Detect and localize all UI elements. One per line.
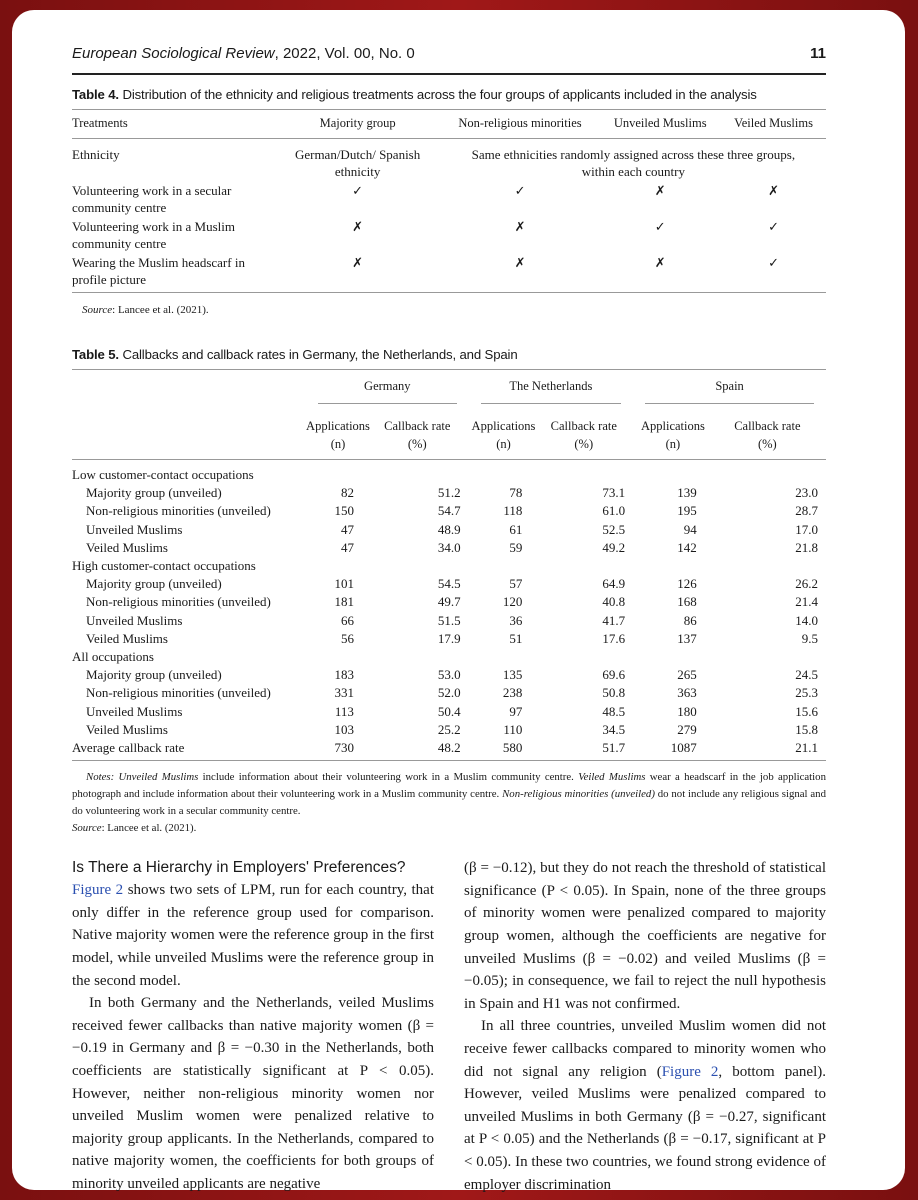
body-paragraph <box>464 1015 826 1196</box>
cell: 17.0 <box>795 521 818 537</box>
country-header-row <box>72 370 826 414</box>
table-row <box>72 253 826 293</box>
cell: 86 <box>683 612 697 628</box>
notes-text: Non-religious minorities (unveiled) <box>502 788 655 801</box>
section-title: High customer-contact occupations <box>72 558 256 574</box>
cross-icon: ✗ <box>654 183 666 198</box>
row-label: Non-religious minorities (unveiled) <box>86 594 271 610</box>
row-label: Unveiled Muslims <box>86 612 183 628</box>
notes-text: Unveiled Muslims <box>118 771 199 784</box>
cell: 142 <box>677 539 697 555</box>
table-row <box>72 521 826 539</box>
cell: 331 <box>334 685 354 701</box>
cell: 103 <box>334 721 354 737</box>
body-paragraph <box>72 992 434 1195</box>
table4-caption: Table 4. Distribution of the ethnicity and religious treatments across the four groups of applicants included in the analysis <box>72 87 757 102</box>
journal-name: European Sociological Review <box>72 45 275 62</box>
cell: 61.0 <box>602 503 626 519</box>
cell: 97 <box>509 703 523 719</box>
cell: 53.0 <box>437 667 461 683</box>
table-row <box>72 484 826 502</box>
column-header: Non-religious minorities <box>441 110 600 139</box>
cell: 40.8 <box>602 594 626 610</box>
column-header: Majority group <box>275 110 441 139</box>
table-row <box>72 703 826 721</box>
cell: 48.9 <box>437 521 461 537</box>
notes-text: wear a headscarf in the job application photograph and include information about their volunteering work in a Muslim community centre. <box>72 771 826 801</box>
cell: 34.0 <box>437 539 461 555</box>
cell: 21.8 <box>795 539 818 555</box>
cell: 101 <box>334 576 354 592</box>
subheader-row <box>72 413 826 460</box>
figure-link[interactable]: Figure 2 <box>72 882 124 899</box>
check-icon: ✓ <box>768 219 779 234</box>
cell: 69.6 <box>602 667 626 683</box>
body-text: , bottom panel). However, veiled Muslims were penalized compared to unveiled Muslims in both Germany (β = −0.27, significant at P < 0.05) and the Netherlands (β = −0.17, significant at P < 0.05). In these two countries, we found strong evidence of employer discrimination <box>464 1063 826 1193</box>
cross-icon: ✗ <box>654 255 666 270</box>
row-label: Non-religious minorities (unveiled) <box>86 503 271 519</box>
table-row <box>72 630 826 648</box>
cell: 23.0 <box>795 485 818 501</box>
cell: 61 <box>509 521 523 537</box>
cell: 9.5 <box>801 630 818 646</box>
table-row <box>72 739 826 761</box>
cell: 25.3 <box>795 685 818 701</box>
table5-notes: Notes: Unveiled Muslims include information about their volunteering work in a Muslim community centre. Veiled Muslims wear a headscarf in the job application photograph and include information about their volunteering work in a Muslim community centre. Non-religious minorities (unveiled) do not include any religious signal and do volunteering work in a secular community centre. Source: Lancee et al. (2021). <box>72 771 826 835</box>
cell: 64.9 <box>602 576 626 592</box>
cell: German/Dutch/ Spanish ethnicity <box>294 147 421 179</box>
cross-icon: ✗ <box>514 219 526 234</box>
row-label: Majority group (unveiled) <box>86 576 222 592</box>
cell: 57 <box>509 576 523 592</box>
row-label: Majority group (unveiled) <box>86 485 222 501</box>
cell: 34.5 <box>602 721 626 737</box>
cross-icon: ✗ <box>352 255 364 270</box>
column-header: Applications (n) <box>633 413 713 460</box>
page-content <box>72 44 826 1196</box>
cell: 41.7 <box>602 612 626 628</box>
cell: 66 <box>340 612 354 628</box>
cell: 279 <box>677 721 697 737</box>
country-header: Spain <box>633 370 826 414</box>
table-row <box>72 217 826 253</box>
body-paragraph <box>464 857 826 1015</box>
cell: 17.9 <box>437 630 461 646</box>
section-row <box>72 557 826 575</box>
row-label: Unveiled Muslims <box>86 521 183 537</box>
column-header: Applications (n) <box>469 413 539 460</box>
page-number: 11 <box>810 45 826 62</box>
cell: 126 <box>677 576 697 592</box>
body-text: (β = −0.12), but they do not reach the threshold of statistical significance (P < 0.05). In Spain, none of the three groups of minority women were penalized compared to majority group women, although the coefficients are negative for unveiled Muslims (β = −0.02) and veiled Muslims (β = −0.05); in consequence, we fail to reject the null hypothesis in Spain and H1 was not confirmed. <box>464 860 826 1012</box>
check-icon: ✓ <box>352 183 364 198</box>
cell: 47 <box>340 539 354 555</box>
column-header: Callback rate (%) <box>370 413 469 460</box>
table4-source: Source: Lancee et al. (2021). <box>82 304 209 316</box>
table-row <box>72 139 826 182</box>
cell: 94 <box>683 521 697 537</box>
check-icon: ✓ <box>654 219 666 234</box>
journal-volume: , 2022, Vol. 00, No. 0 <box>274 45 415 62</box>
cell: 15.6 <box>795 703 818 719</box>
figure-link[interactable]: Figure 2 <box>661 1063 719 1080</box>
column-header: Callback rate (%) <box>538 413 633 460</box>
cell: 139 <box>677 485 697 501</box>
cell: 24.5 <box>795 667 818 683</box>
row-label: Average callback rate <box>72 740 185 756</box>
running-header <box>72 44 826 64</box>
cell: 181 <box>334 594 354 610</box>
cell: Same ethnicities randomly assigned across these three groups, within each country <box>471 147 796 179</box>
body-text: In both Germany and the Netherlands, veiled Muslims received fewer callbacks than native majority women (β = −0.19 in Germany and β = −0.30 in the Netherlands, both coefficients are statistically significant at P < 0.05). However, neither non-religious minority women nor unveiled Muslim women were penalized relative to majority group applicants. In the Netherlands, compared to native majority women, the coefficients for both groups of minority unveiled applicants are negative <box>72 995 434 1192</box>
cell: 113 <box>334 703 354 719</box>
row-label: Volunteering work in a secular community centre <box>72 183 232 215</box>
row-label: Unveiled Muslims <box>86 703 183 719</box>
cell: 25.2 <box>437 721 461 737</box>
cell: 51.2 <box>437 485 461 501</box>
cell: 183 <box>334 667 354 683</box>
section-heading: Is There a Hierarchy in Employers' Preferences? <box>72 859 406 877</box>
cell: 135 <box>502 667 523 683</box>
header-rule <box>72 73 826 75</box>
cell: 54.5 <box>437 576 461 592</box>
body-columns <box>72 857 826 1196</box>
column-header: Applications (n) <box>306 413 370 460</box>
cell: 56 <box>340 630 354 646</box>
country-header: The Netherlands <box>469 370 634 414</box>
cell: 28.7 <box>795 503 818 519</box>
cell: 120 <box>502 594 523 610</box>
cell: 195 <box>677 503 697 519</box>
row-label: Ethnicity <box>72 147 120 162</box>
body-text: In all three countries, unveiled Muslim women did not receive fewer callbacks compared to minority women who did not signal any religion ( <box>464 1018 826 1080</box>
table4 <box>72 109 826 293</box>
row-label: Non-religious minorities (unveiled) <box>86 685 271 701</box>
cell: 50.8 <box>602 685 626 701</box>
cell: 168 <box>677 594 697 610</box>
cell: 1087 <box>670 740 697 756</box>
column-header: Unveiled Muslims <box>599 110 721 139</box>
table-row <box>72 593 826 611</box>
section-row <box>72 648 826 666</box>
cell: 50.4 <box>437 703 461 719</box>
cell: 51.5 <box>437 612 461 628</box>
cell: 17.6 <box>602 630 626 646</box>
cell: 26.2 <box>795 576 818 592</box>
cell: 21.1 <box>795 740 818 756</box>
notes-text: Veiled Muslims <box>578 771 646 784</box>
cross-icon: ✗ <box>768 183 779 198</box>
cell: 15.8 <box>795 721 818 737</box>
body-text: shows two sets of LPM, run for each country, that only differ in the reference group used for comparison. Native majority women were the reference group in the first model, while unveiled Muslims were the reference group in the second model. <box>72 882 434 989</box>
cell: 730 <box>334 740 354 756</box>
cell: 36 <box>509 612 523 628</box>
table-row <box>72 502 826 520</box>
cell: 265 <box>677 667 697 683</box>
cell: 51.7 <box>602 740 626 756</box>
cell: 110 <box>503 721 523 737</box>
table-row <box>72 721 826 739</box>
cell: 363 <box>677 685 697 701</box>
row-label: Veiled Muslims <box>86 630 168 646</box>
table-row <box>72 612 826 630</box>
cell: 73.1 <box>602 485 626 501</box>
cell: 238 <box>502 685 523 701</box>
table5 <box>72 369 826 761</box>
body-column-left <box>72 857 434 1196</box>
cell: 47 <box>340 521 354 537</box>
table-row <box>72 539 826 557</box>
section-row <box>72 460 826 485</box>
table-row <box>72 575 826 593</box>
cell: 54.7 <box>437 503 461 519</box>
cell: 48.5 <box>602 703 626 719</box>
row-label: Majority group (unveiled) <box>86 667 222 683</box>
cell: 21.4 <box>795 594 818 610</box>
cell: 580 <box>502 740 523 756</box>
cell: 150 <box>334 503 354 519</box>
row-label: Volunteering work in a Muslim community centre <box>72 219 235 251</box>
notes-text: include information about their volunteering work in a Muslim community centre. <box>198 771 579 784</box>
table5-caption: Table 5. Callbacks and callback rates in Germany, the Netherlands, and Spain <box>72 347 518 362</box>
cell: 48.2 <box>437 740 461 756</box>
body-paragraph <box>72 879 434 992</box>
country-header: Germany <box>306 370 469 414</box>
cross-icon: ✗ <box>514 255 526 270</box>
check-icon: ✓ <box>768 255 779 270</box>
cell: 52.5 <box>602 521 626 537</box>
table-row <box>72 684 826 702</box>
cell: 137 <box>677 630 697 646</box>
row-label: Wearing the Muslim headscarf in profile picture <box>72 255 245 287</box>
table-row <box>72 666 826 684</box>
column-header: Callback rate (%) <box>713 413 826 460</box>
section-title: Low customer-contact occupations <box>72 467 254 482</box>
cell: 49.2 <box>602 539 626 555</box>
cell: 78 <box>509 485 523 501</box>
cross-icon: ✗ <box>352 219 364 234</box>
body-column-right <box>464 857 826 1196</box>
cell: 180 <box>677 703 697 719</box>
column-header: Veiled Muslims <box>721 110 826 139</box>
cell: 59 <box>509 539 523 555</box>
cell: 14.0 <box>795 612 818 628</box>
cell: 49.7 <box>437 594 461 610</box>
table-row <box>72 181 826 217</box>
notes-text: Notes: <box>86 771 119 784</box>
cell: 52.0 <box>437 685 461 701</box>
cell: 51 <box>509 630 523 646</box>
column-header: Treatments <box>72 110 275 139</box>
cell: 118 <box>503 503 523 519</box>
section-title: All occupations <box>72 649 154 665</box>
download-watermark: Downloaded from https://academic.oup.com/esr/advance-article/doi/10.1093/esr/jcac032/6633824 by guest on 23 July 2022 <box>882 213 898 979</box>
row-label: Veiled Muslims <box>86 539 168 555</box>
cell: 82 <box>340 485 354 501</box>
row-label: Veiled Muslims <box>86 721 168 737</box>
notes-text: do not include any religious signal and do volunteering work in a secular community centre. <box>72 788 826 818</box>
check-icon: ✓ <box>514 183 526 198</box>
